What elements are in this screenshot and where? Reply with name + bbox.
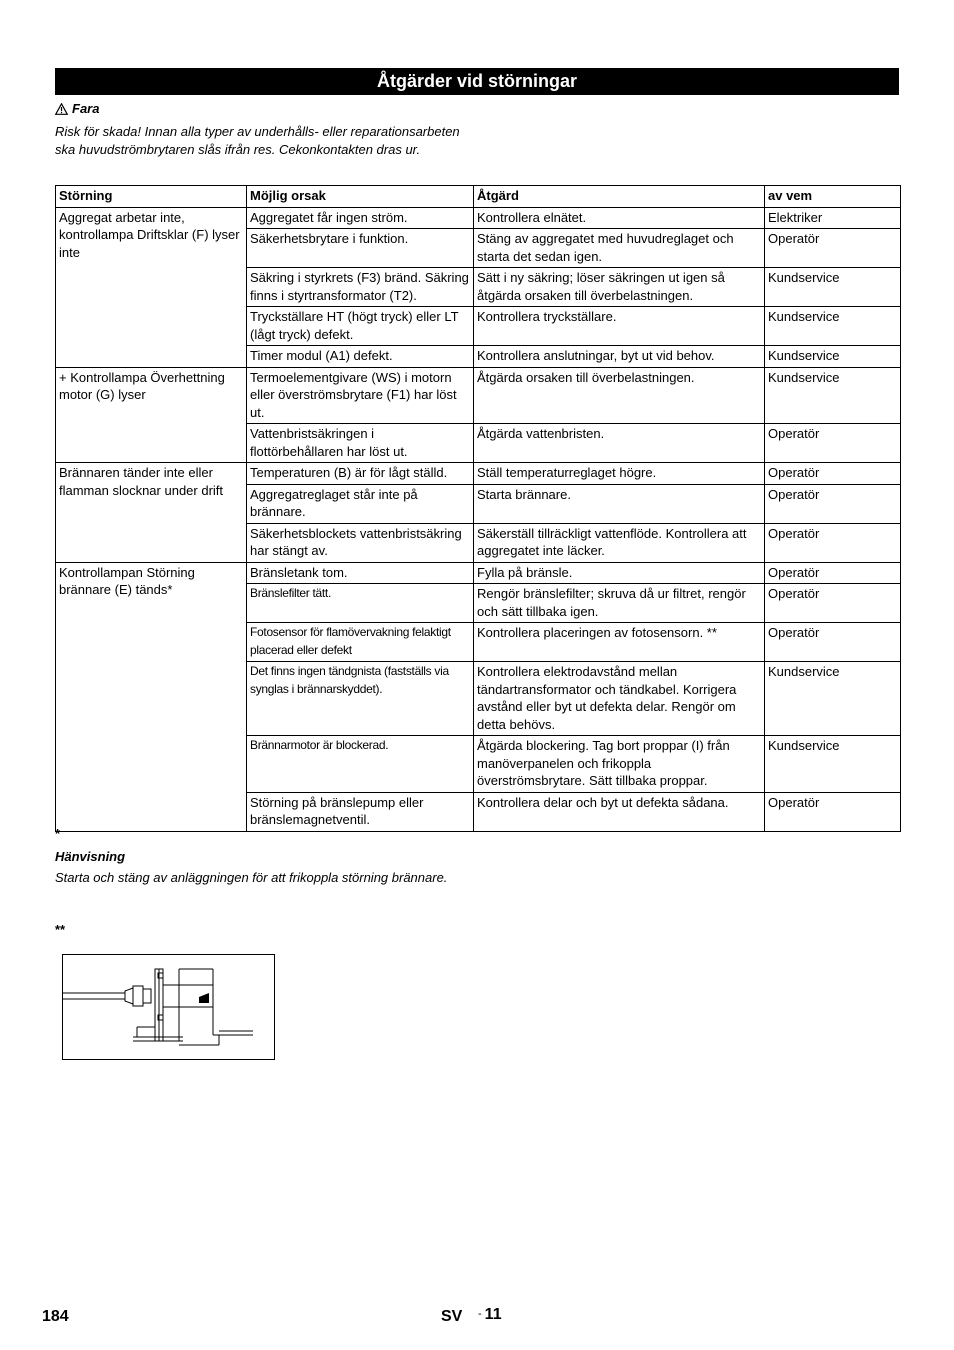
section-title: Åtgärder vid störningar xyxy=(55,68,899,95)
by-whom-cell: Operatör xyxy=(765,523,901,562)
by-whom-cell: Kundservice xyxy=(765,346,901,368)
by-whom-cell: Operatör xyxy=(765,424,901,463)
by-whom-cell: Operatör xyxy=(765,229,901,268)
remedy-cell: Kontrollera placeringen av fotosensorn. ** xyxy=(474,623,765,662)
table-row xyxy=(56,562,901,584)
remedy-cell: Kontrollera anslutningar, byt ut vid behov. xyxy=(474,346,765,368)
problem-cell: Kontrollampan Störning brännare (E) tänds* xyxy=(56,562,247,831)
cause-cell: Temperaturen (B) är för lågt ställd. xyxy=(247,463,474,485)
cause-cell: Bränslefilter tätt. xyxy=(247,584,474,623)
cause-cell: Fotosensor för flamövervakning felaktigt placerad eller defekt xyxy=(247,623,474,662)
remedy-cell: Starta brännare. xyxy=(474,484,765,523)
column-header-cause: Möjlig orsak xyxy=(247,186,474,208)
problem-cell: Aggregat arbetar inte, kontrollampa Driftsklar (F) lyser inte xyxy=(56,207,247,367)
by-whom-cell: Operatör xyxy=(765,623,901,662)
footnote-double-star: ** xyxy=(55,922,66,937)
by-whom-cell: Kundservice xyxy=(765,662,901,736)
section-page-value: 11 xyxy=(484,1306,502,1323)
language-code: SV xyxy=(441,1308,463,1325)
problem-cell: Brännaren tänder inte eller flamman slocknar under drift xyxy=(56,463,247,563)
cause-cell: Termoelementgivare (WS) i motorn eller överströmsbrytare (F1) har löst ut. xyxy=(247,367,474,424)
remedy-cell: Åtgärda blockering. Tag bort proppar (I) från manöverpanelen och frikoppla överströmsbrytare. Sätt tillbaka proppar. xyxy=(474,736,765,793)
hint-text: Starta och stäng av anläggningen för att frikoppla störning brännare. xyxy=(55,870,448,885)
danger-label-text: Fara xyxy=(72,101,100,116)
by-whom-cell: Kundservice xyxy=(765,268,901,307)
by-whom-cell: Kundservice xyxy=(765,307,901,346)
remedy-cell: Åtgärda orsaken till överbelastningen. xyxy=(474,367,765,424)
danger-label xyxy=(55,101,99,116)
table-row xyxy=(56,207,901,229)
cause-cell: Brännarmotor är blockerad. xyxy=(247,736,474,793)
by-whom-cell: Operatör xyxy=(765,484,901,523)
remedy-cell: Stäng av aggregatet med huvudreglaget och starta det sedan igen. xyxy=(474,229,765,268)
page-number: 184 xyxy=(42,1308,69,1325)
remedy-cell: Kontrollera delar och byt ut defekta sådana. xyxy=(474,792,765,831)
remedy-cell: Kontrollera elnätet. xyxy=(474,207,765,229)
table-row xyxy=(56,463,901,485)
cause-cell: Aggregatreglaget står inte på brännare. xyxy=(247,484,474,523)
table-header-row xyxy=(56,186,901,208)
by-whom-cell: Operatör xyxy=(765,792,901,831)
remedy-cell: Rengör bränslefilter; skruva då ur filtret, rengör och sätt tillbaka igen. xyxy=(474,584,765,623)
remedy-cell: Fylla på bränsle. xyxy=(474,562,765,584)
cause-cell: Timer modul (A1) defekt. xyxy=(247,346,474,368)
remedy-cell: Kontrollera tryckställare. xyxy=(474,307,765,346)
by-whom-cell: Elektriker xyxy=(765,207,901,229)
cause-cell: Bränsletank tom. xyxy=(247,562,474,584)
cause-cell: Tryckställare HT (högt tryck) eller LT (lågt tryck) defekt. xyxy=(247,307,474,346)
by-whom-cell: Operatör xyxy=(765,463,901,485)
column-header-by-whom: av vem xyxy=(765,186,901,208)
photosensor-placement-drawing-icon xyxy=(63,955,274,1059)
by-whom-cell: Operatör xyxy=(765,562,901,584)
by-whom-cell: Kundservice xyxy=(765,736,901,793)
remedy-cell: Ställ temperaturreglaget högre. xyxy=(474,463,765,485)
cause-cell: Säkring i styrkrets (F3) bränd. Säkring finns i styrtransformator (T2). xyxy=(247,268,474,307)
remedy-cell: Kontrollera elektrodavstånd mellan tändartransformator och tändkabel. Korrigera avstånd eller byt ut defekta delar. Rengör om detta behövs. xyxy=(474,662,765,736)
hint-label: Hänvisning xyxy=(55,849,126,864)
section-page-dash: - xyxy=(478,1308,482,1320)
cause-cell: Det finns ingen tändgnista (fastställs via synglas i brännarskyddet). xyxy=(247,662,474,736)
cause-cell: Aggregatet får ingen ström. xyxy=(247,207,474,229)
photosensor-figure xyxy=(62,954,275,1060)
cause-cell: Säkerhetsblockets vattenbristsäkring har stängt av. xyxy=(247,523,474,562)
danger-text: Risk för skada! Innan alla typer av underhålls- eller reparationsarbeten ska huvudströmbrytaren slås ifrån res. Cekonkontakten dras ur. xyxy=(55,124,460,157)
problem-cell: + Kontrollampa Överhettning motor (G) lyser xyxy=(56,367,247,463)
column-header-problem: Störning xyxy=(56,186,247,208)
warning-triangle-icon xyxy=(55,103,68,115)
cause-cell: Säkerhetsbrytare i funktion. xyxy=(247,229,474,268)
table-row xyxy=(56,367,901,424)
remedy-cell: Säkerställ tillräckligt vattenflöde. Kontrollera att aggregatet inte läcker. xyxy=(474,523,765,562)
remedy-cell: Sätt i ny säkring; löser säkringen ut igen så åtgärda orsaken till överbelastningen. xyxy=(474,268,765,307)
cause-cell: Vattenbristsäkringen i flottörbehållaren har löst ut. xyxy=(247,424,474,463)
section-page-number xyxy=(478,1306,502,1324)
remedy-cell: Åtgärda vattenbristen. xyxy=(474,424,765,463)
cause-cell: Störning på bränslepump eller bränslemagnetventil. xyxy=(247,792,474,831)
column-header-remedy: Åtgärd xyxy=(474,186,765,208)
by-whom-cell: Operatör xyxy=(765,584,901,623)
by-whom-cell: Kundservice xyxy=(765,367,901,424)
troubleshooting-table xyxy=(55,185,901,832)
footnote-single-star: * xyxy=(55,826,61,841)
